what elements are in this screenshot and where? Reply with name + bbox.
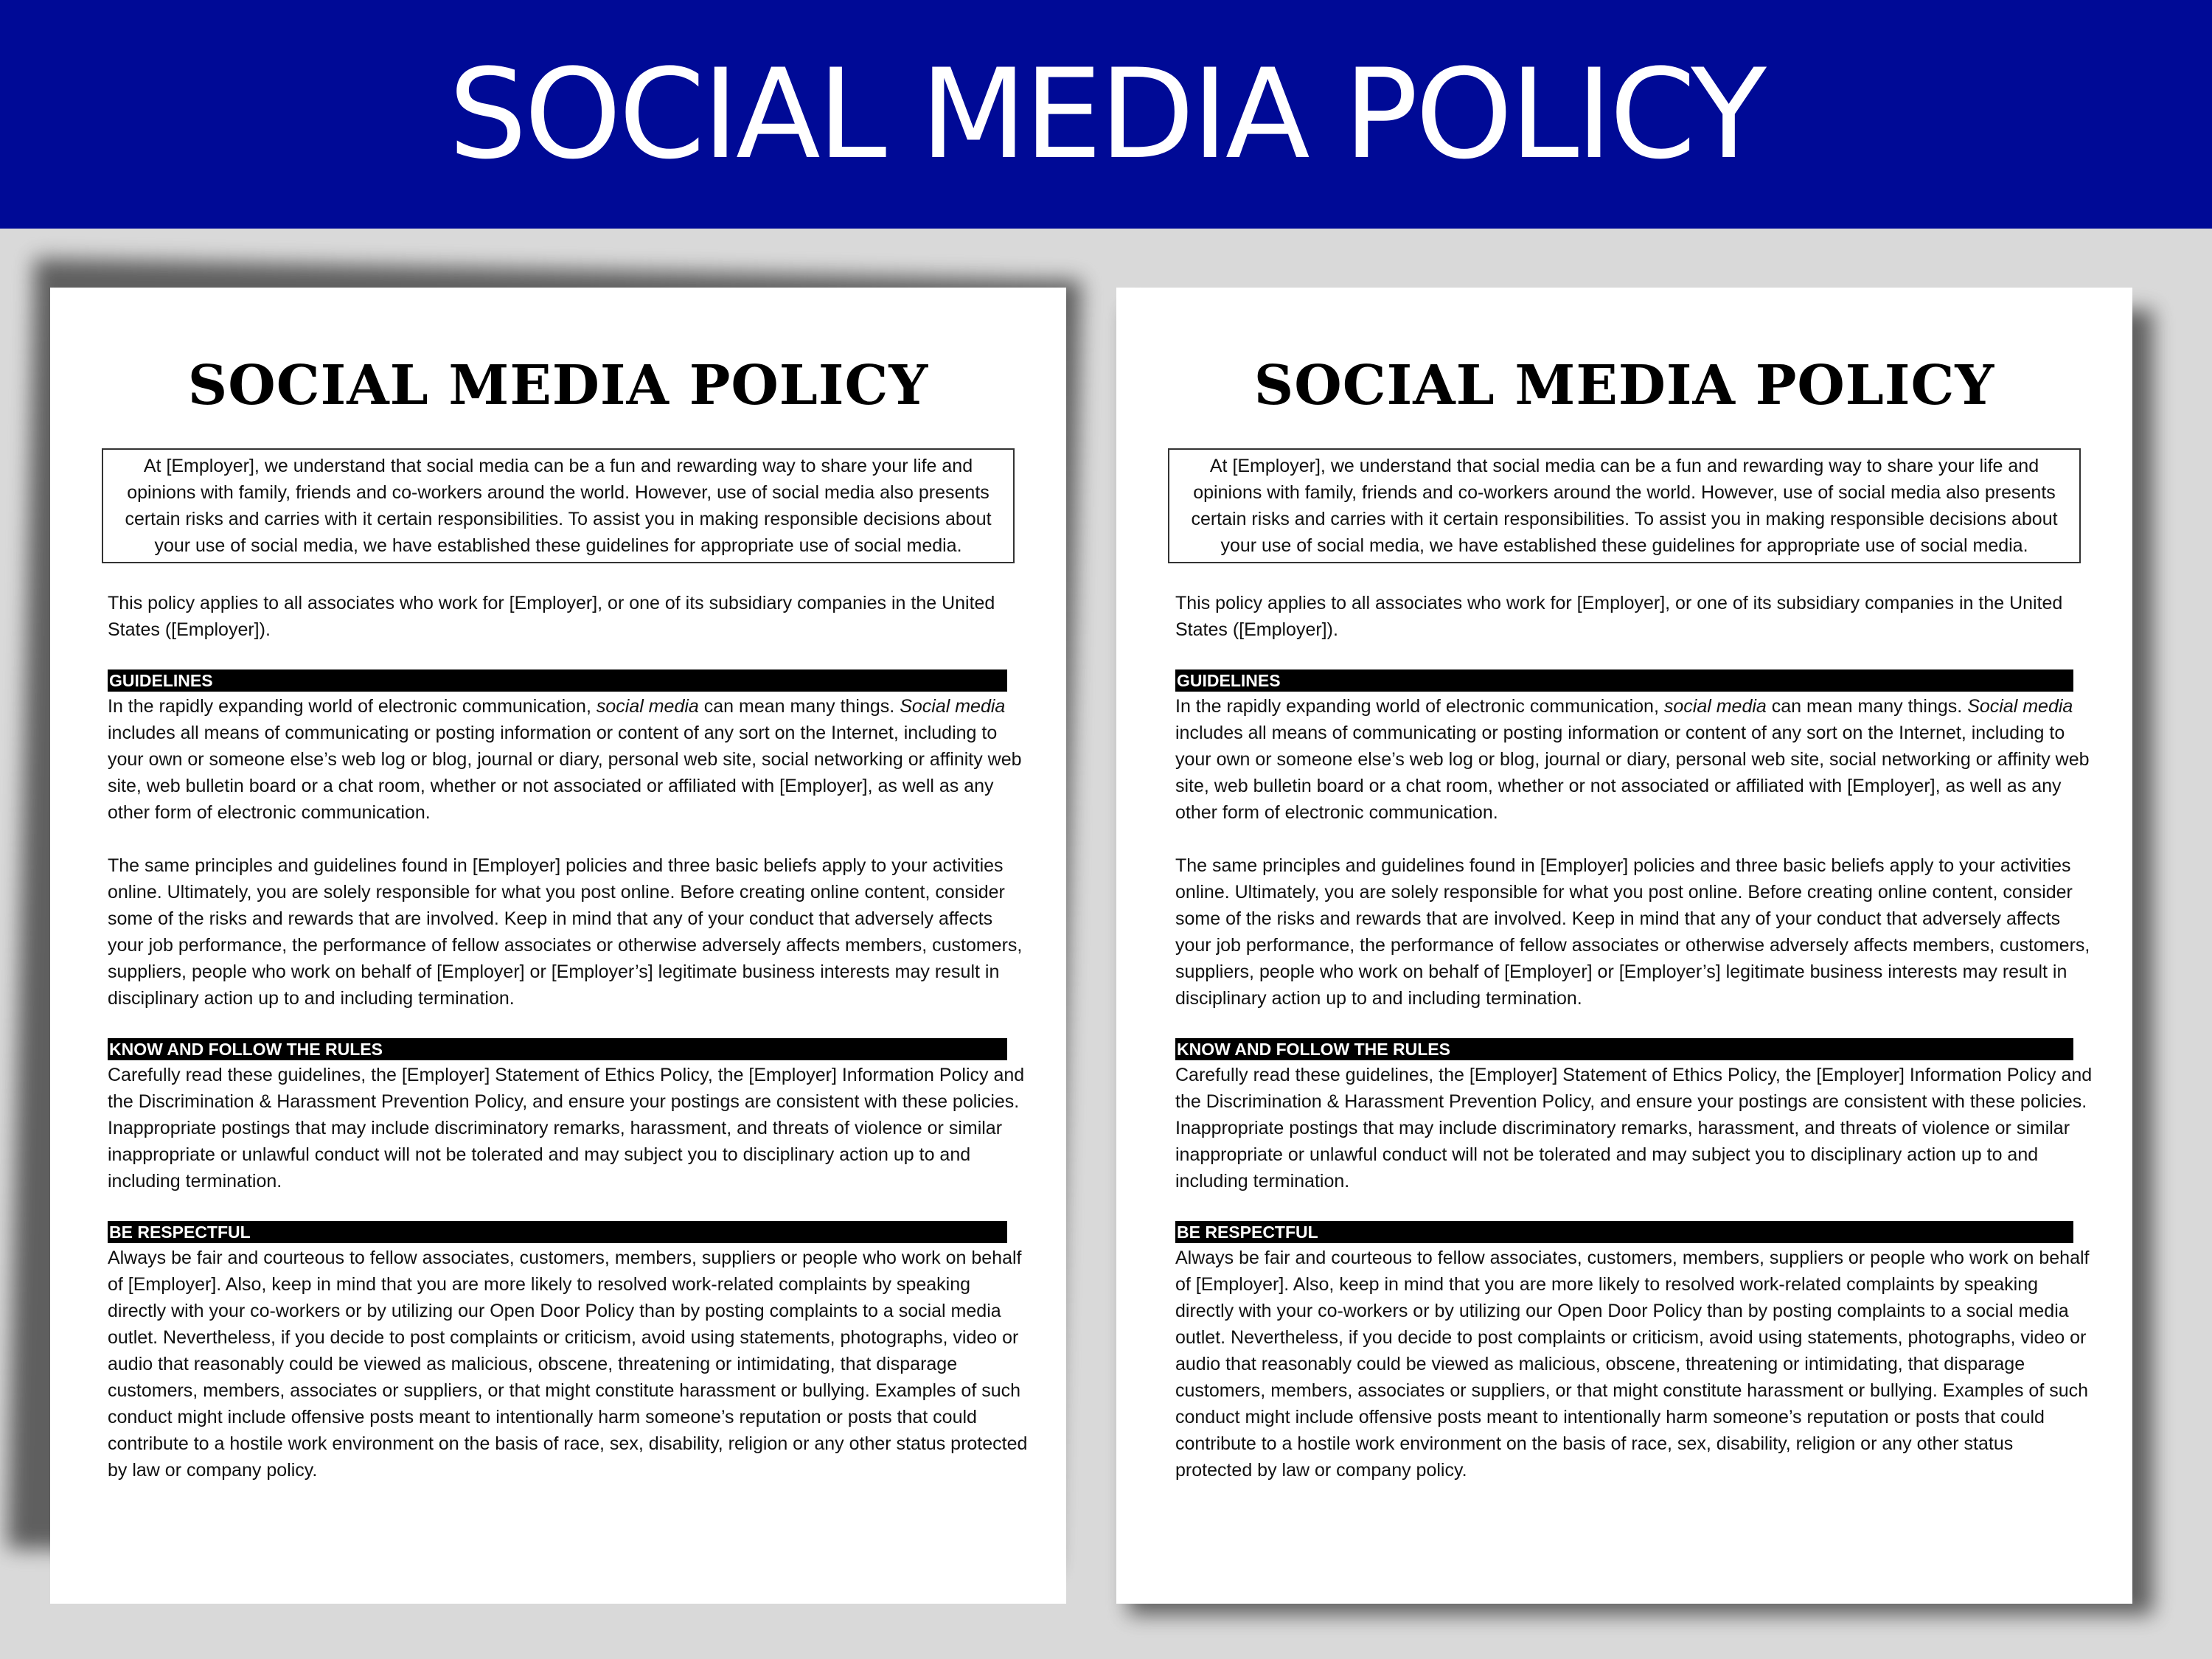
applies-paragraph: This policy applies to all associates who work for [Employer], or one of its subsidiary companies in the United States ([Employer]). [1175, 593, 2063, 640]
respect-paragraph: Always be fair and courteous to fellow associates, customers, members, suppliers or people who work on behalf of [Employer]. Also, keep in mind that you are more likely to resolved work-related complaints by speaking directly with your co-workers or by utilizing our Open Door Policy than by posting complaints to a social media outlet. Nevertheless, if you decide to post complaints or criticism, avoid using statements, photographs, video or audio that reasonably could be viewed as malicious, obscene, threatening or intimidating, that disparage customers, members, associates or suppliers, or that might constitute harassment or bullying. Examples of such conduct might include offensive posts meant to intentionally harm someone’s reputation or posts that could contribute to a hostile work environment on the basis of race, sex, disability, religion or any other status protected by law or company policy. [108, 1248, 1028, 1481]
guidelines-paragraph-1: In the rapidly expanding world of electronic communication, social media can mean many things. Social media includes all means of communicating or posting information or content of any sort on the Internet, including to your own or someone else’s web log or blog, journal or diary, personal web site, social networking or affinity web site, web bulletin board or a chat room, whether or not associated or affiliated with [Employer], as well as any other form of electronic communication. [108, 696, 1022, 823]
guidelines-paragraph-2: The same principles and guidelines found in [Employer] policies and three basic beliefs apply to your activities online. Ultimately, you are solely responsible for what you post online. Before creating online content, consider some of the risks and rewards that are involved. Keep in mind that any of your conduct that adversely affects your job performance, the performance of fellow associates or otherwise adversely affects members, customers, suppliers, people who work on behalf of [Employer] or [Employer’s] legitimate business interests may result in disciplinary action up to and including termination. [1175, 855, 2090, 1009]
respect-heading: BE RESPECTFUL [108, 1221, 1007, 1243]
guidelines-paragraph-2: The same principles and guidelines found in [Employer] policies and three basic beliefs apply to your activities online. Ultimately, you are solely responsible for what you post online. Before creating online content, consider some of the risks and rewards that are involved. Keep in mind that any of your conduct that adversely affects your job performance, the performance of fellow associates or otherwise adversely affects members, customers, suppliers, people who work on behalf of [Employer] or [Employer’s] legitimate business interests may result in disciplinary action up to and including termination. [108, 855, 1023, 1009]
rules-heading: KNOW AND FOLLOW THE RULES [1175, 1038, 2073, 1060]
document-page-left [50, 288, 1066, 1604]
guidelines-heading: GUIDELINES [1175, 669, 2073, 692]
header-banner [0, 0, 2212, 229]
intro-box: At [Employer], we understand that social media can be a fun and rewarding way to share your life and opinions with family, friends and co-workers around the world. However, use of social media also presents certain risks and carries with it certain responsibilities. To assist you in making responsible decisions about your use of social media, we have established these guidelines for appropriate use of social media. [102, 448, 1015, 563]
respect-heading: BE RESPECTFUL [1175, 1221, 2073, 1243]
rules-paragraph: Carefully read these guidelines, the [Employer] Statement of Ethics Policy, the [Employer] Information Policy and the Discrimination & Harassment Prevention Policy, and ensure your postings are consistent with these policies. Inappropriate postings that may include discriminatory remarks, harassment, and threats of violence or similar inappropriate or unlawful conduct will not be tolerated and may subject you to disciplinary action up to and including termination. [1175, 1065, 2093, 1192]
respect-paragraph: Always be fair and courteous to fellow associates, customers, members, suppliers or people who work on behalf of [Employer]. Also, keep in mind that you are more likely to resolved work-related complaints by speaking directly with your co-workers or by utilizing our Open Door Policy than by posting complaints to a social media outlet. Nevertheless, if you decide to post complaints or criticism, avoid using statements, photographs, video or audio that reasonably could be viewed as malicious, obscene, threatening or intimidating, that disparage customers, members, associates or suppliers, or that might constitute harassment or bullying. Examples of such conduct might include offensive posts meant to intentionally harm someone’s reputation or posts that could contribute to a hostile work environment on the basis of race, sex, disability, religion or any other status protected by law or company policy. [1175, 1248, 2090, 1481]
banner-title: SOCIAL MEDIA POLICY [448, 42, 1764, 187]
intro-box: At [Employer], we understand that social media can be a fun and rewarding way to share your life and opinions with family, friends and co-workers around the world. However, use of social media also presents certain risks and carries with it certain responsibilities. To assist you in making responsible decisions about your use of social media, we have established these guidelines for appropriate use of social media. [1168, 448, 2081, 563]
rules-paragraph: Carefully read these guidelines, the [Employer] Statement of Ethics Policy, the [Employer] Information Policy and the Discrimination & Harassment Prevention Policy, and ensure your postings are consistent with these policies. Inappropriate postings that may include discriminatory remarks, harassment, and threats of violence or similar inappropriate or unlawful conduct will not be tolerated and may subject you to disciplinary action up to and including termination. [108, 1065, 1025, 1192]
applies-paragraph: This policy applies to all associates who work for [Employer], or one of its subsidiary companies in the United States ([Employer]). [108, 593, 995, 640]
guidelines-heading: GUIDELINES [108, 669, 1007, 692]
document-title: SOCIAL MEDIA POLICY [1253, 354, 1995, 417]
guidelines-paragraph-1: In the rapidly expanding world of electronic communication, social media can mean many things. Social media includes all means of communicating or posting information or content of any sort on the Internet, including to your own or someone else’s web log or blog, journal or diary, personal web site, social networking or affinity web site, web bulletin board or a chat room, whether or not associated or affiliated with [Employer], as well as any other form of electronic communication. [1175, 696, 2090, 823]
document-page-right [1116, 288, 2132, 1604]
document-title: SOCIAL MEDIA POLICY [187, 354, 929, 417]
rules-heading: KNOW AND FOLLOW THE RULES [108, 1038, 1007, 1060]
